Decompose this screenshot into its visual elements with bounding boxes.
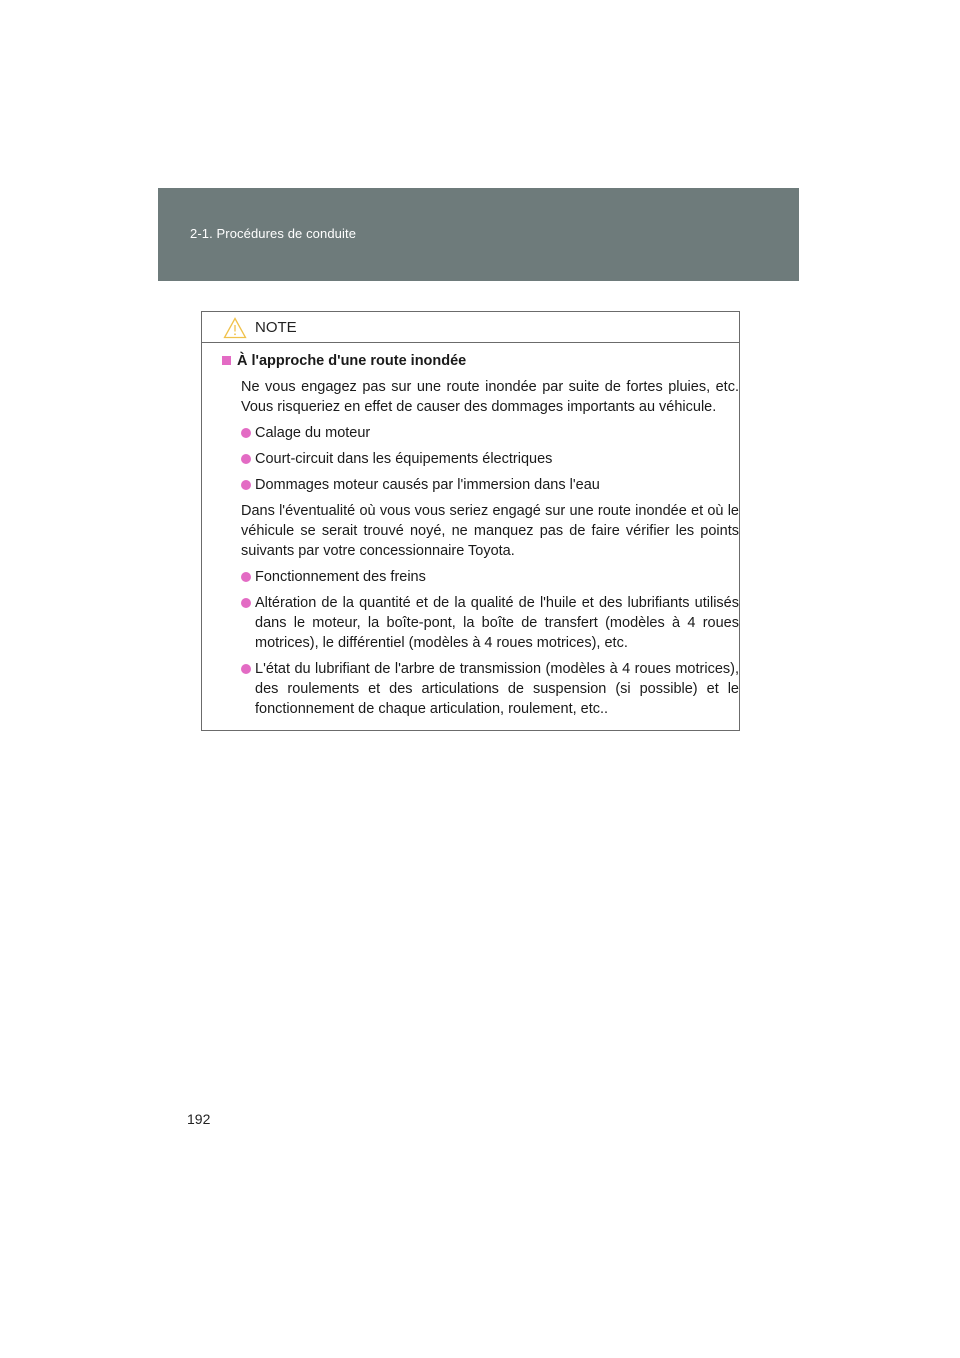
- list-item: [222, 593, 739, 653]
- warning-triangle-icon: [223, 317, 247, 339]
- round-bullet-icon: [241, 572, 251, 582]
- list-item-text: Altération de la quantité et de la qualité de l'huile et des lubrifiants utilisés dans le moteur, la boîte-pont, la boîte de transfert (modèles à 4 roues motrices), le différentiel (modèles à 4 roues motrices), etc.: [255, 595, 739, 651]
- note-heading-text: À l'approche d'une route inondée: [237, 353, 467, 369]
- list-item: [222, 659, 739, 719]
- header-band: [158, 188, 799, 281]
- note-body: [222, 351, 739, 725]
- round-bullet-icon: [241, 598, 251, 608]
- section-title: 2-1. Procédures de conduite: [190, 226, 357, 241]
- followup-paragraph: Dans l'éventualité où vous vous seriez engagé sur une route inondée et où le véhicule se serait trouvé noyé, ne manquez pas de faire vérifier les points suivants par votre concessionnaire Toyota.: [241, 503, 739, 559]
- list-item-text: Court-circuit dans les équipements électriques: [255, 451, 553, 467]
- round-bullet-icon: [241, 480, 251, 490]
- list-item-text: L'état du lubrifiant de l'arbre de transmission (modèles à 4 roues motrices), des roulements et des articulations de suspension (si possible) et le fonctionnement de chaque articulation, roulement, etc..: [255, 661, 739, 717]
- round-bullet-icon: [241, 664, 251, 674]
- page-number: 192: [187, 1111, 211, 1127]
- round-bullet-icon: [241, 428, 251, 438]
- list-item-text: Fonctionnement des freins: [255, 569, 426, 585]
- note-heading: [222, 351, 739, 371]
- list-item-text: Calage du moteur: [255, 425, 371, 441]
- list-item: [222, 423, 739, 443]
- intro-paragraph: Ne vous engagez pas sur une route inondée par suite de fortes pluies, etc. Vous risqueriez en effet de causer des dommages importants au véhicule.: [241, 379, 739, 415]
- list-item: [222, 449, 739, 469]
- list-item: [222, 567, 739, 587]
- note-box: [201, 311, 740, 731]
- note-label: NOTE: [255, 319, 297, 336]
- square-bullet-icon: [222, 356, 231, 365]
- round-bullet-icon: [241, 454, 251, 464]
- list-item-text: Dommages moteur causés par l'immersion dans l'eau: [255, 477, 600, 493]
- note-header: [202, 312, 739, 343]
- list-item: [222, 475, 739, 495]
